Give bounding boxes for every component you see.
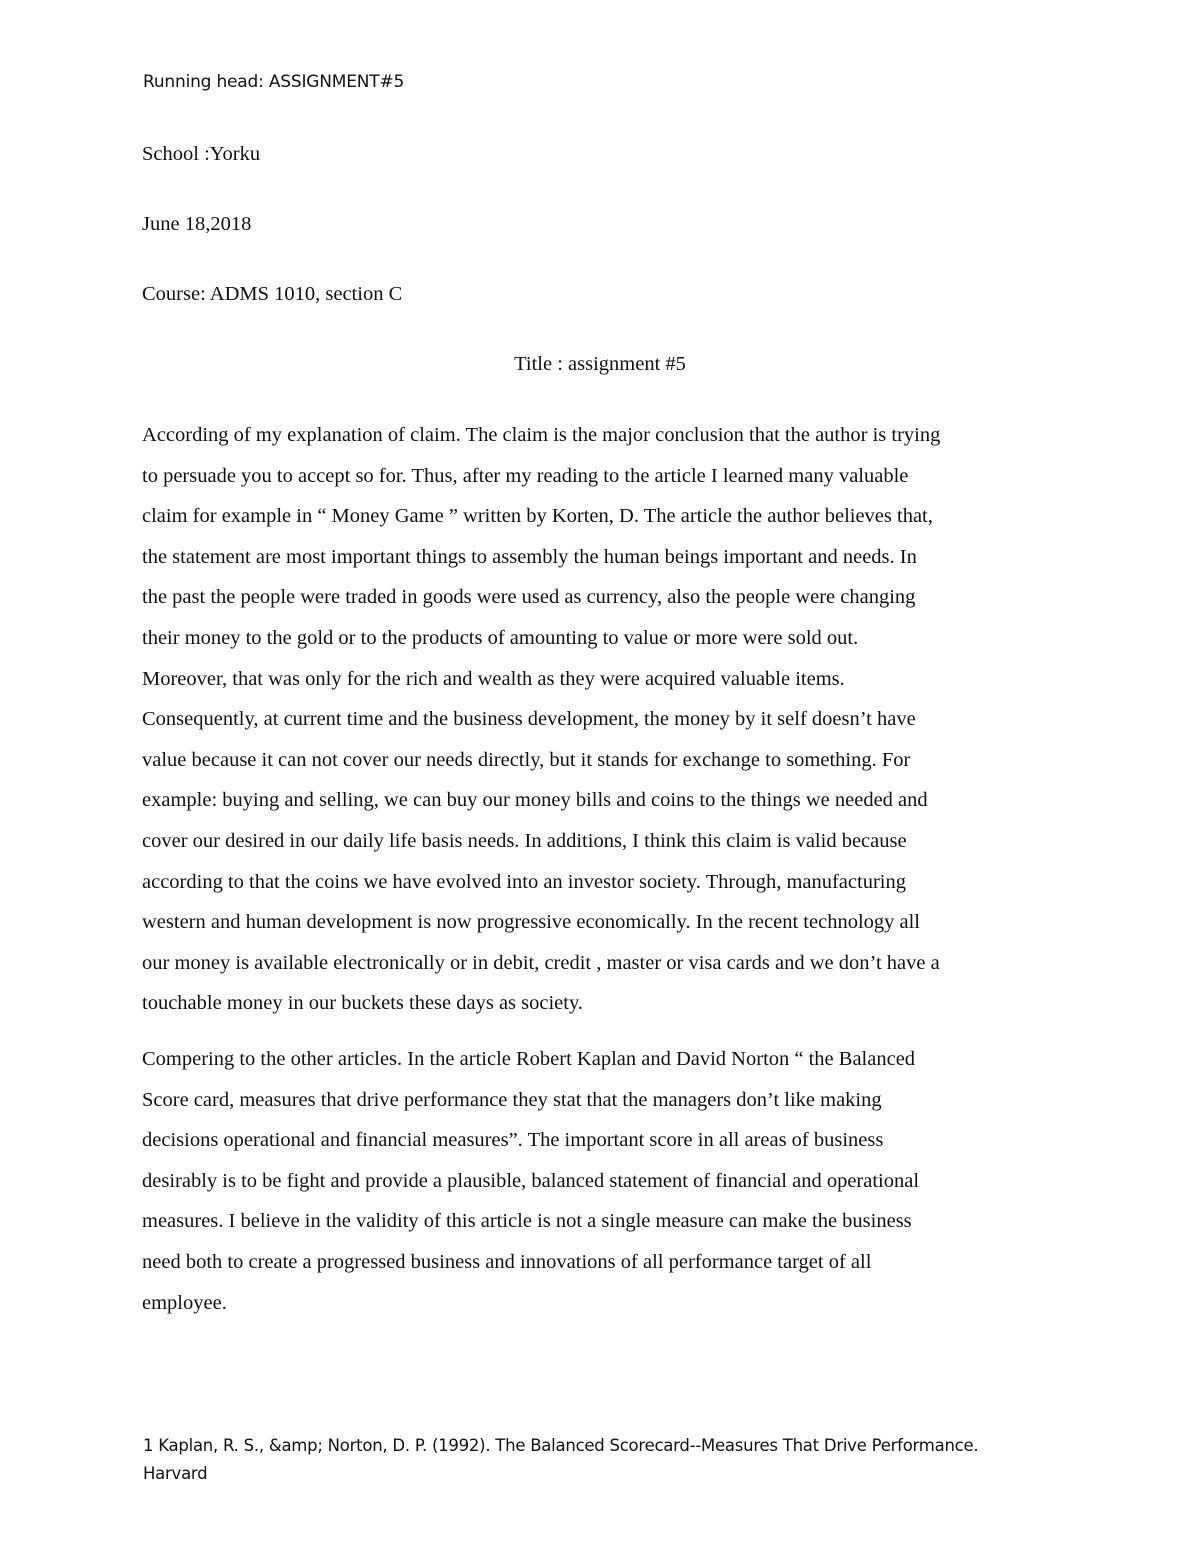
footnote-line: 1 Kaplan, R. S., &amp; Norton, D. P. (1992). The Balanced Scorecard--Measures That Drive Performance. [143, 1436, 979, 1455]
paragraph-line: Consequently, at current time and the business development, the money by it self doesn’t have [142, 708, 916, 731]
paragraph-line: the past the people were traded in goods were used as currency, also the people were changing [142, 586, 916, 609]
footnote [143, 1432, 1083, 1488]
paragraph-line: cover our desired in our daily life basis needs. In additions, I think this claim is valid because [142, 829, 907, 852]
paragraph-line: their money to the gold or to the products of amounting to value or more were sold out. [142, 626, 859, 649]
paragraph-line: employee. [142, 1291, 227, 1314]
paragraph-line: western and human development is now progressive economically. In the recent technology all [142, 911, 920, 934]
paragraph-line: claim for example in “ Money Game ” written by Korten, D. The article the author believes that, [142, 505, 933, 528]
paragraph-line: the statement are most important things to assembly the human beings important and needs. In [142, 545, 917, 568]
paragraph-line: According of my explanation of claim. The claim is the major conclusion that the author is trying [142, 424, 941, 446]
paragraph-line: Compering to the other articles. In the article Robert Kaplan and David Norton “ the Balanced [142, 1048, 916, 1070]
paragraph-line: measures. I believe in the validity of this article is not a single measure can make the business [142, 1210, 912, 1233]
date-line: June 18,2018 [142, 213, 252, 235]
paragraph-line: touchable money in our buckets these days as society. [142, 992, 584, 1015]
paragraph-line: need both to create a progressed business and innovations of all performance target of all [142, 1250, 872, 1273]
school-line: School :Yorku [142, 143, 261, 165]
paragraph-line: Moreover, that was only for the rich and wealth as they were acquired valuable items. [142, 667, 845, 690]
footnote-line: Harvard [143, 1464, 208, 1483]
paragraph-line: decisions operational and financial measures”. The important score in all areas of business [142, 1129, 884, 1152]
paragraph-line: example: buying and selling, we can buy our money bills and coins to the things we needed and [142, 789, 928, 812]
paragraph-line: value because it can not cover our needs directly, but it stands for exchange to something. For [142, 748, 911, 771]
course-line: Course: ADMS 1010, section C [142, 283, 403, 305]
paragraph-line: Score card, measures that drive performance they stat that the managers don’t like making [142, 1088, 882, 1111]
document-title: Title : assignment #5 [514, 353, 686, 375]
paragraph-1 [142, 415, 1062, 1024]
running-head: Running head: ASSIGNMENT#5 [143, 72, 405, 92]
paragraph-line: our money is available electronically or in debit, credit , master or visa cards and we don’t have a [142, 951, 940, 974]
paragraph-2 [142, 1039, 1062, 1323]
paragraph-line: to persuade you to accept so for. Thus, after my reading to the article I learned many valuable [142, 464, 909, 487]
paragraph-line: according to that the coins we have evolved into an investor society. Through, manufacturing [142, 870, 906, 893]
paragraph-line: desirably is to be fight and provide a plausible, balanced statement of financial and operational [142, 1169, 920, 1192]
